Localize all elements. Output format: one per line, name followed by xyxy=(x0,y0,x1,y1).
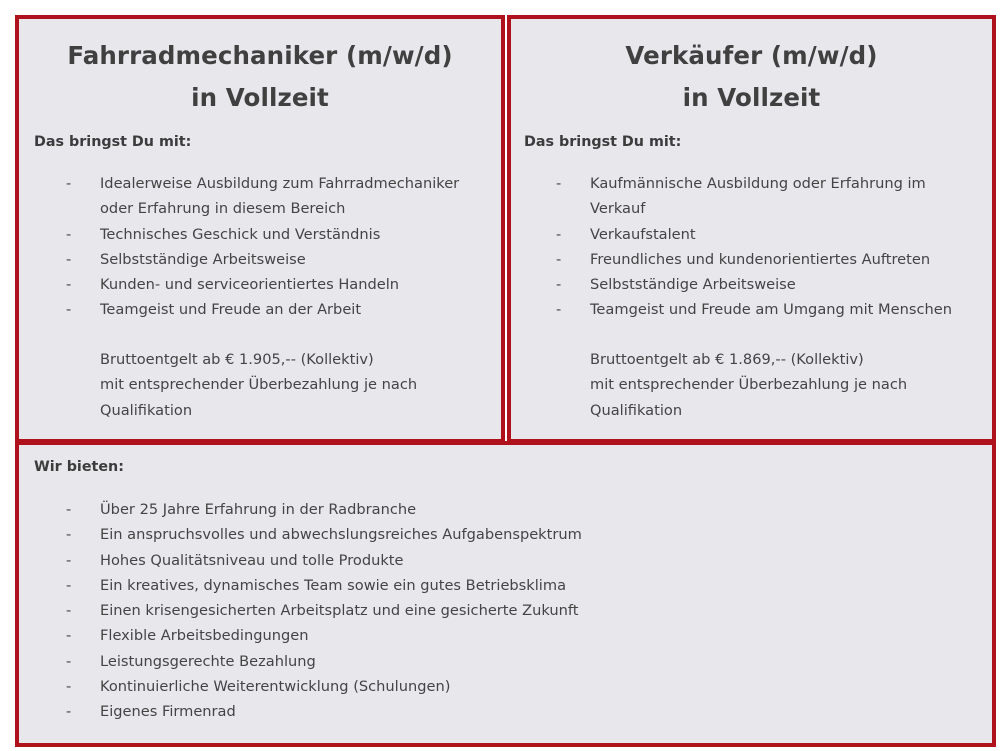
job-title xyxy=(19,35,501,119)
list-item: - Teamgeist und Freude an der Arbeit xyxy=(66,297,459,322)
bullet-dash: - xyxy=(66,250,72,268)
requirements-list xyxy=(556,171,952,323)
bullet-dash: - xyxy=(66,551,72,569)
list-item: - Kontinuierliche Weiterentwicklung (Schulungen) xyxy=(66,674,582,699)
list-item: - Flexible Arbeitsbedingungen xyxy=(66,623,582,648)
offer-heading: Wir bieten: xyxy=(34,459,124,475)
list-item: - Einen krisengesicherten Arbeitsplatz und eine gesicherte Zukunft xyxy=(66,598,582,623)
list-item: - Eigenes Firmenrad xyxy=(66,699,582,724)
salary-line-1: Bruttoentgelt ab € 1.869,-- (Kollektiv) xyxy=(590,351,864,368)
offer-list xyxy=(66,497,582,725)
bullet-dash: - xyxy=(66,526,72,544)
bullet-dash: - xyxy=(66,602,72,620)
salary-line-1: Bruttoentgelt ab € 1.905,-- (Kollektiv) xyxy=(100,351,374,368)
bullet-dash: - xyxy=(66,501,72,518)
job-card-salesperson xyxy=(507,15,996,443)
bullet-dash: - xyxy=(66,301,72,319)
list-item: - Ein kreatives, dynamisches Team sowie ein gutes Betriebsklima xyxy=(66,573,582,598)
bullet-dash: - xyxy=(66,225,72,243)
job-card-bike-mechanic xyxy=(15,15,505,443)
job-title xyxy=(511,35,992,119)
job-title-line-2: in Vollzeit xyxy=(191,83,329,112)
list-item: - Ein anspruchsvolles und abwechslungsreiches Aufgabenspektrum xyxy=(66,522,582,547)
list-item-continuation: oder Erfahrung in diesem Bereich xyxy=(100,200,346,218)
job-title-line-2: in Vollzeit xyxy=(682,83,821,112)
requirements-list xyxy=(66,171,459,323)
salary-info xyxy=(100,347,417,423)
salary-info xyxy=(590,347,907,423)
bullet-dash: - xyxy=(556,250,562,268)
bullet-dash: - xyxy=(556,301,562,319)
requirements-heading: Das bringst Du mit: xyxy=(34,134,192,150)
bullet-dash: - xyxy=(66,703,72,721)
bullet-dash: - xyxy=(66,276,72,294)
job-title-line-1: Verkäufer (m/w/d) xyxy=(625,41,878,70)
list-item: - Idealerweise Ausbildung zum Fahrradmechaniker xyxy=(66,171,459,196)
salary-line-3: Qualifikation xyxy=(590,401,683,419)
bullet-dash: - xyxy=(66,678,72,696)
bullet-dash: - xyxy=(556,225,562,243)
bullet-dash: - xyxy=(556,276,562,294)
offer-card xyxy=(15,441,996,747)
list-item: - Kunden- und serviceorientiertes Handeln xyxy=(66,272,459,297)
list-item: - Technisches Geschick und Verständnis xyxy=(66,222,459,247)
bullet-dash: - xyxy=(556,175,562,192)
job-title-line-1: Fahrradmechaniker (m/w/d) xyxy=(67,41,453,70)
list-item: - Leistungsgerechte Bezahlung xyxy=(66,649,582,674)
salary-line-2: mit entsprechender Überbezahlung je nach xyxy=(100,376,418,394)
list-item: - Hohes Qualitätsniveau und tolle Produkte xyxy=(66,548,582,573)
list-item: - Über 25 Jahre Erfahrung in der Radbranche xyxy=(66,497,582,522)
list-item: - Verkaufstalent xyxy=(556,222,952,247)
requirements-heading: Das bringst Du mit: xyxy=(524,134,682,150)
list-item-continuation: Verkauf xyxy=(590,200,646,218)
bullet-dash: - xyxy=(66,627,72,645)
list-item: - Selbstständige Arbeitsweise xyxy=(556,272,952,297)
bullet-dash: - xyxy=(66,652,72,670)
salary-line-3: Qualifikation xyxy=(100,401,193,419)
salary-line-2: mit entsprechender Überbezahlung je nach xyxy=(590,376,908,394)
bullet-dash: - xyxy=(66,576,72,594)
list-item: - Selbstständige Arbeitsweise xyxy=(66,247,459,272)
list-item: - Teamgeist und Freude am Umgang mit Menschen xyxy=(556,297,952,322)
list-item: - Freundliches und kundenorientiertes Auftreten xyxy=(556,247,952,272)
list-item: - Kaufmännische Ausbildung oder Erfahrung im xyxy=(556,171,952,196)
bullet-dash: - xyxy=(66,175,72,192)
